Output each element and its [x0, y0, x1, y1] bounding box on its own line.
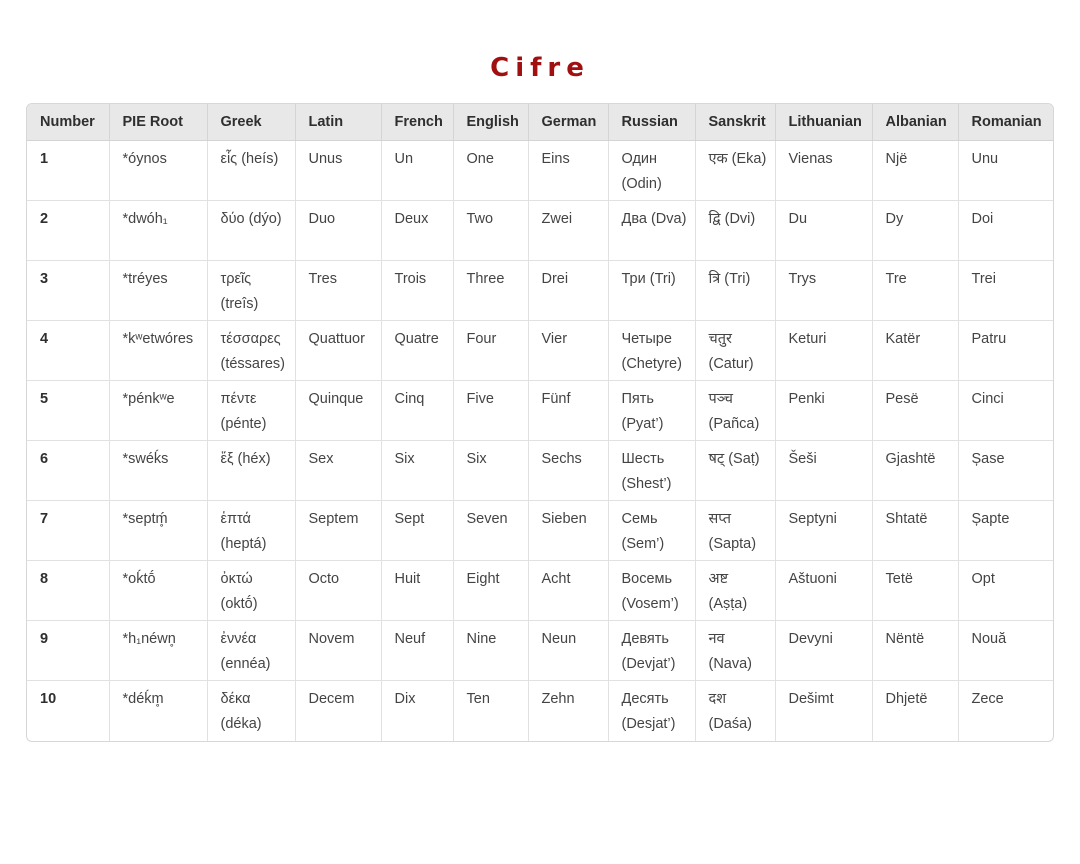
cell-french: Trois [381, 261, 453, 321]
cell-lithuanian: Septyni [775, 501, 872, 561]
cell-greek: ἑπτά (heptá) [207, 501, 295, 561]
cell-pie-root: *óynos [109, 141, 207, 201]
cell-latin: Tres [295, 261, 381, 321]
cell-russian: Восемь (Vosem’) [608, 561, 695, 621]
column-header-romanian: Romanian [958, 104, 1053, 141]
cell-sanskrit: दश (Daśa) [695, 681, 775, 741]
cell-french: Six [381, 441, 453, 501]
cell-latin: Quinque [295, 381, 381, 441]
column-header-latin: Latin [295, 104, 381, 141]
table-row [27, 621, 1053, 681]
cell-romanian: Opt [958, 561, 1053, 621]
cell-french: Un [381, 141, 453, 201]
cell-german: Neun [528, 621, 608, 681]
cell-english: Eight [453, 561, 528, 621]
cell-greek: πέντε (pénte) [207, 381, 295, 441]
column-header-sanskrit: Sanskrit [695, 104, 775, 141]
column-header-greek: Greek [207, 104, 295, 141]
cell-number: 5 [27, 381, 109, 441]
table-body [27, 141, 1053, 741]
cell-latin: Septem [295, 501, 381, 561]
cell-lithuanian: Šeši [775, 441, 872, 501]
cell-lithuanian: Keturi [775, 321, 872, 381]
cell-lithuanian: Trys [775, 261, 872, 321]
cell-pie-root: *tréyes [109, 261, 207, 321]
cell-greek: ὀκτώ (oktṓ) [207, 561, 295, 621]
cell-lithuanian: Du [775, 201, 872, 261]
cell-romanian: Șapte [958, 501, 1053, 561]
cell-russian: Девять (Devjat’) [608, 621, 695, 681]
cell-romanian: Doi [958, 201, 1053, 261]
cell-albanian: Një [872, 141, 958, 201]
cell-romanian: Unu [958, 141, 1053, 201]
cell-sanskrit: षट् (Saṭ) [695, 441, 775, 501]
cell-greek: εἷς (heís) [207, 141, 295, 201]
cell-romanian: Șase [958, 441, 1053, 501]
cell-romanian: Nouă [958, 621, 1053, 681]
table-row [27, 381, 1053, 441]
cell-romanian: Zece [971, 691, 1004, 707]
table-row [27, 441, 1053, 501]
cell-albanian: Tre [872, 261, 958, 321]
table-row [27, 561, 1053, 621]
cell-number: 1 [27, 141, 109, 201]
cell-latin: Decem [295, 681, 381, 741]
cell-english: Two [453, 201, 528, 261]
cell-french: Dix [381, 681, 453, 741]
table-row [27, 141, 1053, 201]
cell-lithuanian: Penki [775, 381, 872, 441]
cell-sanskrit: अष्ट (Aṣṭa) [695, 561, 775, 621]
cell-russian: Пять (Pyat’) [608, 381, 695, 441]
cell-german: Acht [528, 561, 608, 621]
cell-english: Four [453, 321, 528, 381]
column-header-lithuanian: Lithuanian [775, 104, 872, 141]
cell-pie-root: *dwóh₁ [109, 201, 207, 261]
cell-german: Zwei [528, 201, 608, 261]
cell-french: Neuf [381, 621, 453, 681]
cell-romanian: Trei [958, 261, 1053, 321]
numbers-table-container [26, 103, 1054, 742]
cell-french: Huit [381, 561, 453, 621]
cell-lithuanian: Aštuoni [775, 561, 872, 621]
cell-german: Fünf [528, 381, 608, 441]
cell-albanian: Dhjetë [872, 681, 958, 741]
cell-albanian: Nëntë [872, 621, 958, 681]
column-header-russian: Russian [608, 104, 695, 141]
cell-greek: δέκα (déka) [207, 681, 295, 741]
cell-russian: Десять (Desjat’) [608, 681, 695, 741]
cell-lithuanian: Dešimt [775, 681, 872, 741]
cell-russian: Семь (Sem’) [608, 501, 695, 561]
table-row [27, 501, 1053, 561]
cell-pie-root: *swéḱs [109, 441, 207, 501]
cell-pie-root: *septḿ̥ [109, 501, 207, 561]
cell-sanskrit: सप्त (Sapta) [695, 501, 775, 561]
column-header-english: English [453, 104, 528, 141]
cell-number: 8 [27, 561, 109, 621]
cell-number: 4 [27, 321, 109, 381]
cell-greek: τέσσαρες (téssares) [207, 321, 295, 381]
cell-pie-root: *kʷetwóres [109, 321, 207, 381]
cell-english: One [453, 141, 528, 201]
cell-sanskrit: त्रि (Tri) [695, 261, 775, 321]
cell-english: Nine [453, 621, 528, 681]
cell-sanskrit: द्वि (Dvi) [695, 201, 775, 261]
cell-english: Five [453, 381, 528, 441]
cell-german: Eins [528, 141, 608, 201]
cell-latin: Unus [295, 141, 381, 201]
cell-latin: Sex [295, 441, 381, 501]
column-header-albanian: Albanian [872, 104, 958, 141]
column-header-pie-root: PIE Root [109, 104, 207, 141]
cell-greek: τρεῖς (treîs) [207, 261, 295, 321]
cell-greek: ἕξ (héx) [207, 441, 295, 501]
cell-sanskrit: चतुर (Catur) [695, 321, 775, 381]
cell-number: 9 [27, 621, 109, 681]
cell-sanskrit: पञ्च (Pañca) [695, 381, 775, 441]
cell-albanian: Pesë [872, 381, 958, 441]
cell-sanskrit: एक (Eka) [695, 141, 775, 201]
cell-latin: Quattuor [295, 321, 381, 381]
cell-german: Zehn [528, 681, 608, 741]
cell-number: 3 [27, 261, 109, 321]
cell-albanian: Tetë [872, 561, 958, 621]
table-row [27, 321, 1053, 381]
cell-latin: Octo [295, 561, 381, 621]
column-header-german: German [528, 104, 608, 141]
cell-lithuanian: Devyni [775, 621, 872, 681]
cell-lithuanian: Vienas [775, 141, 872, 201]
cell-albanian: Shtatë [872, 501, 958, 561]
cell-sanskrit: नव (Nava) [695, 621, 775, 681]
cell-pie-root: *h₁néwn̥ [109, 621, 207, 681]
cell-russian: Шесть (Shest’) [608, 441, 695, 501]
column-header-french: French [381, 104, 453, 141]
cell-pie-root: *pénkʷe [109, 381, 207, 441]
cell-english: Ten [453, 681, 528, 741]
cell-pie-root: *déḱm̥ [109, 681, 207, 741]
cell-number: 10 [27, 681, 109, 741]
cell-russian: Два (Dva) [608, 201, 695, 261]
cell-english: Three [453, 261, 528, 321]
cell-russian: Четыре (Chetyre) [608, 321, 695, 381]
header-row [27, 104, 1053, 141]
cell-latin: Duo [295, 201, 381, 261]
column-header-number: Number [27, 104, 109, 141]
cell-german: Vier [528, 321, 608, 381]
cell-albanian: Gjashtë [872, 441, 958, 501]
cell-english: Six [453, 441, 528, 501]
cell-number: 2 [27, 201, 109, 261]
cell-number: 7 [27, 501, 109, 561]
cell-romanian: Cinci [958, 381, 1053, 441]
cell-french: Deux [381, 201, 453, 261]
cell-albanian: Katër [872, 321, 958, 381]
cell-russian: Три (Tri) [608, 261, 695, 321]
cell-german: Sechs [528, 441, 608, 501]
table-row [27, 681, 1053, 741]
table-row [27, 201, 1053, 261]
cell-french: Cinq [381, 381, 453, 441]
page-title: Cifre [490, 53, 590, 83]
cell-romanian: Patru [958, 321, 1053, 381]
cell-albanian: Dy [872, 201, 958, 261]
cell-pie-root: *oḱtṓ [109, 561, 207, 621]
cell-number: 6 [27, 441, 109, 501]
table-row [27, 261, 1053, 321]
cell-latin: Novem [295, 621, 381, 681]
cell-french: Sept [381, 501, 453, 561]
cell-greek: δύο (dýo) [207, 201, 295, 261]
cell-german: Sieben [528, 501, 608, 561]
cell-french: Quatre [381, 321, 453, 381]
cell-greek: ἐννέα (ennéa) [207, 621, 295, 681]
cell-russian: Один (Odin) [608, 141, 695, 201]
numbers-table [27, 104, 1053, 741]
cell-german: Drei [528, 261, 608, 321]
cell-english: Seven [453, 501, 528, 561]
